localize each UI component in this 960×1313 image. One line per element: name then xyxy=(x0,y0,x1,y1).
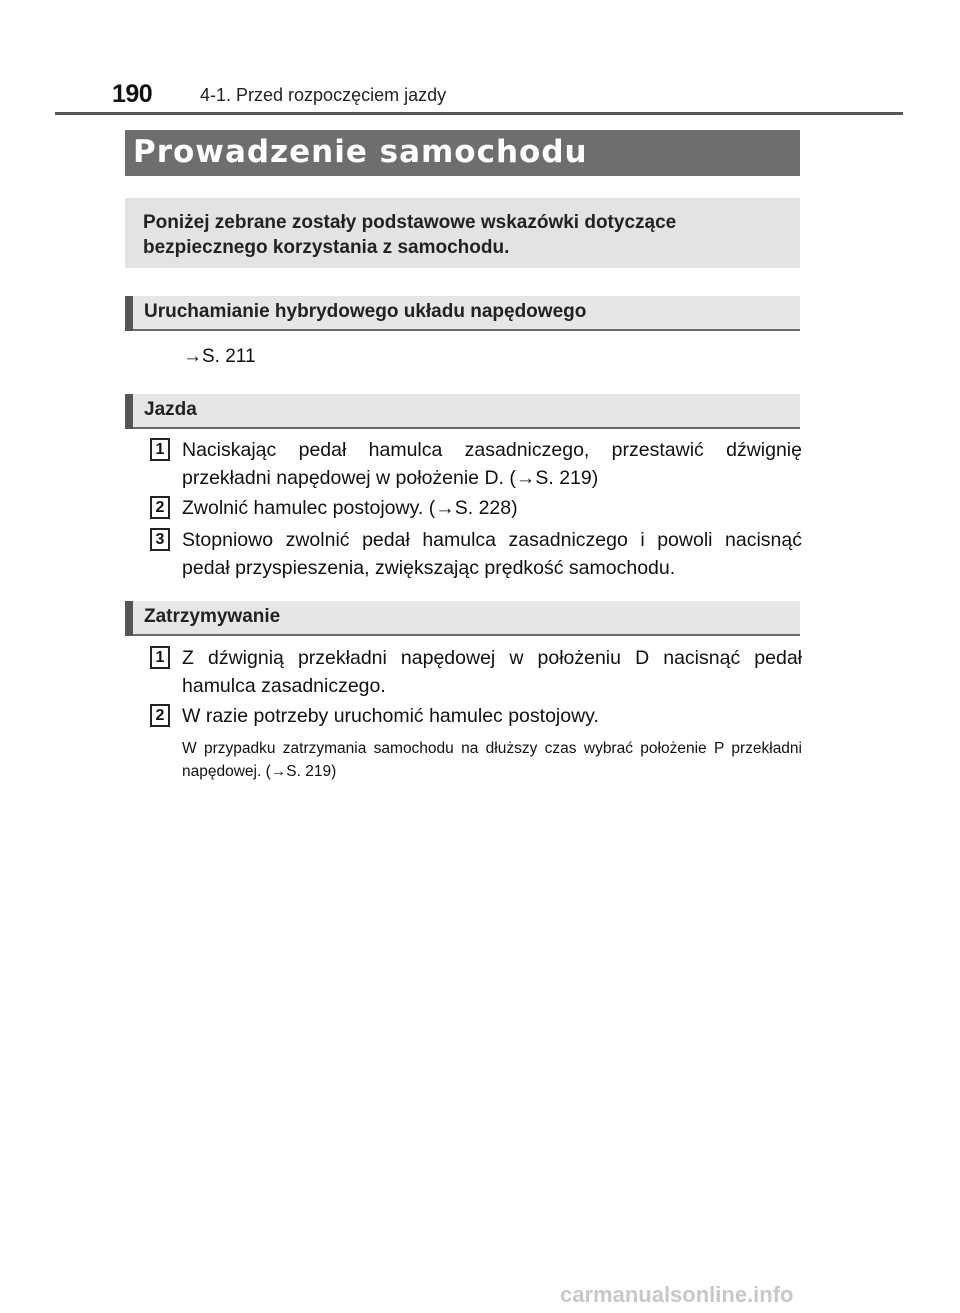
subheading-driving xyxy=(125,394,800,429)
subheading-stopping-text: Zatrzymywanie xyxy=(144,606,281,627)
stopping-note: W przypadku zatrzymania samochodu na dłuższy czas wybrać położenie P przekładni napędowej. (→S. 219) xyxy=(182,740,802,780)
watermark: carmanualsonline.info xyxy=(560,1282,794,1307)
page-number: 190 xyxy=(112,80,153,108)
step-text: W razie potrzeby uruchomić hamulec postojowy. xyxy=(182,705,599,727)
step-number: 2 xyxy=(150,496,170,519)
step-text: Naciskając pedał hamulca zasadniczego, przestawić dźwignię przekładni napędowej w położenie D. (→S. 219) xyxy=(182,439,802,489)
intro-text: Poniżej zebrane zostały podstawowe wskazówki dotyczące bezpiecznego korzystania z samochodu. xyxy=(143,212,677,258)
subheading-starting-text: Uruchamianie hybrydowego układu napędowego xyxy=(144,301,587,322)
subheading-marker xyxy=(125,296,133,331)
step-number: 2 xyxy=(150,704,170,727)
step-text: Zwolnić hamulec postojowy. (→S. 228) xyxy=(182,497,518,519)
page-title: Prowadzenie samochodu xyxy=(133,134,588,170)
subheading-marker xyxy=(125,394,133,429)
subheading-marker xyxy=(125,601,133,636)
step-number: 3 xyxy=(150,528,170,551)
step-number: 1 xyxy=(150,438,170,461)
step-number: 1 xyxy=(150,646,170,669)
step-text: Z dźwignią przekładni napędowej w położeniu D nacisnąć pedał hamulca zasadniczego. xyxy=(182,647,802,697)
title-bar xyxy=(125,130,800,176)
reference-link[interactable]: →S. 211 xyxy=(183,346,256,367)
subheading-driving-text: Jazda xyxy=(144,399,197,420)
subheading-stopping xyxy=(125,601,800,636)
header-rule xyxy=(55,112,903,115)
step-text: Stopniowo zwolnić pedał hamulca zasadniczego i powoli nacisnąć pedał przyspieszenia, zwiększając prędkość samochodu. xyxy=(182,529,802,579)
subheading-starting xyxy=(125,296,800,331)
intro-box xyxy=(125,198,800,268)
section-label: 4-1. Przed rozpoczęciem jazdy xyxy=(200,85,447,105)
